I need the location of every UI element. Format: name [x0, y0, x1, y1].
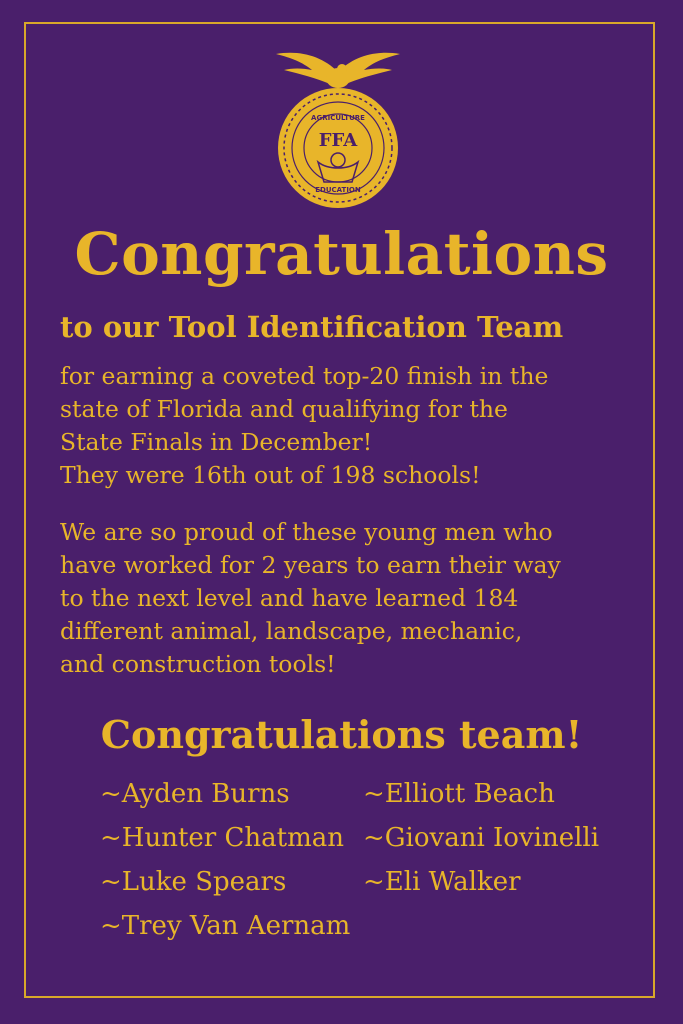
team-member: ~Hunter Chatman: [100, 823, 344, 853]
pride-line: and construction tools!: [60, 649, 336, 678]
team-member: ~Ayden Burns: [100, 779, 290, 809]
team-member: ~Elliott Beach: [363, 779, 555, 809]
pride-line: have worked for 2 years to earn their way: [60, 550, 561, 579]
pride-line: We are so proud of these young men who: [60, 518, 553, 546]
achievement-paragraph: [60, 360, 640, 492]
headline: Congratulations: [74, 220, 609, 288]
ffa-emblem-icon: [272, 42, 404, 210]
svg-text:AGRICULTURE: AGRICULTURE: [311, 114, 365, 122]
achievement-line: They were 16th out of 198 schools!: [60, 460, 481, 489]
pride-line: to the next level and have learned 184: [60, 583, 519, 612]
team-member: ~Eli Walker: [363, 867, 521, 897]
svg-text:EDUCATION: EDUCATION: [315, 186, 361, 194]
achievement-line: for earning a coveted top-20 finish in the: [60, 362, 549, 390]
svg-text:FFA: FFA: [318, 130, 358, 151]
team-list-right: [363, 772, 599, 904]
subtitle: to our Tool Identification Team: [60, 310, 564, 344]
pride-line: different animal, landscape, mechanic,: [60, 616, 523, 645]
team-member: ~Trey Van Aernam: [100, 911, 351, 941]
team-member: ~Luke Spears: [100, 867, 287, 897]
team-list-left: [100, 772, 350, 948]
team-heading: Congratulations team!: [100, 712, 583, 757]
achievement-line: state of Florida and qualifying for the: [60, 394, 508, 423]
achievement-line: State Finals in December!: [60, 427, 373, 456]
team-member: ~Giovani Iovinelli: [363, 823, 600, 853]
pride-paragraph: [60, 516, 640, 680]
